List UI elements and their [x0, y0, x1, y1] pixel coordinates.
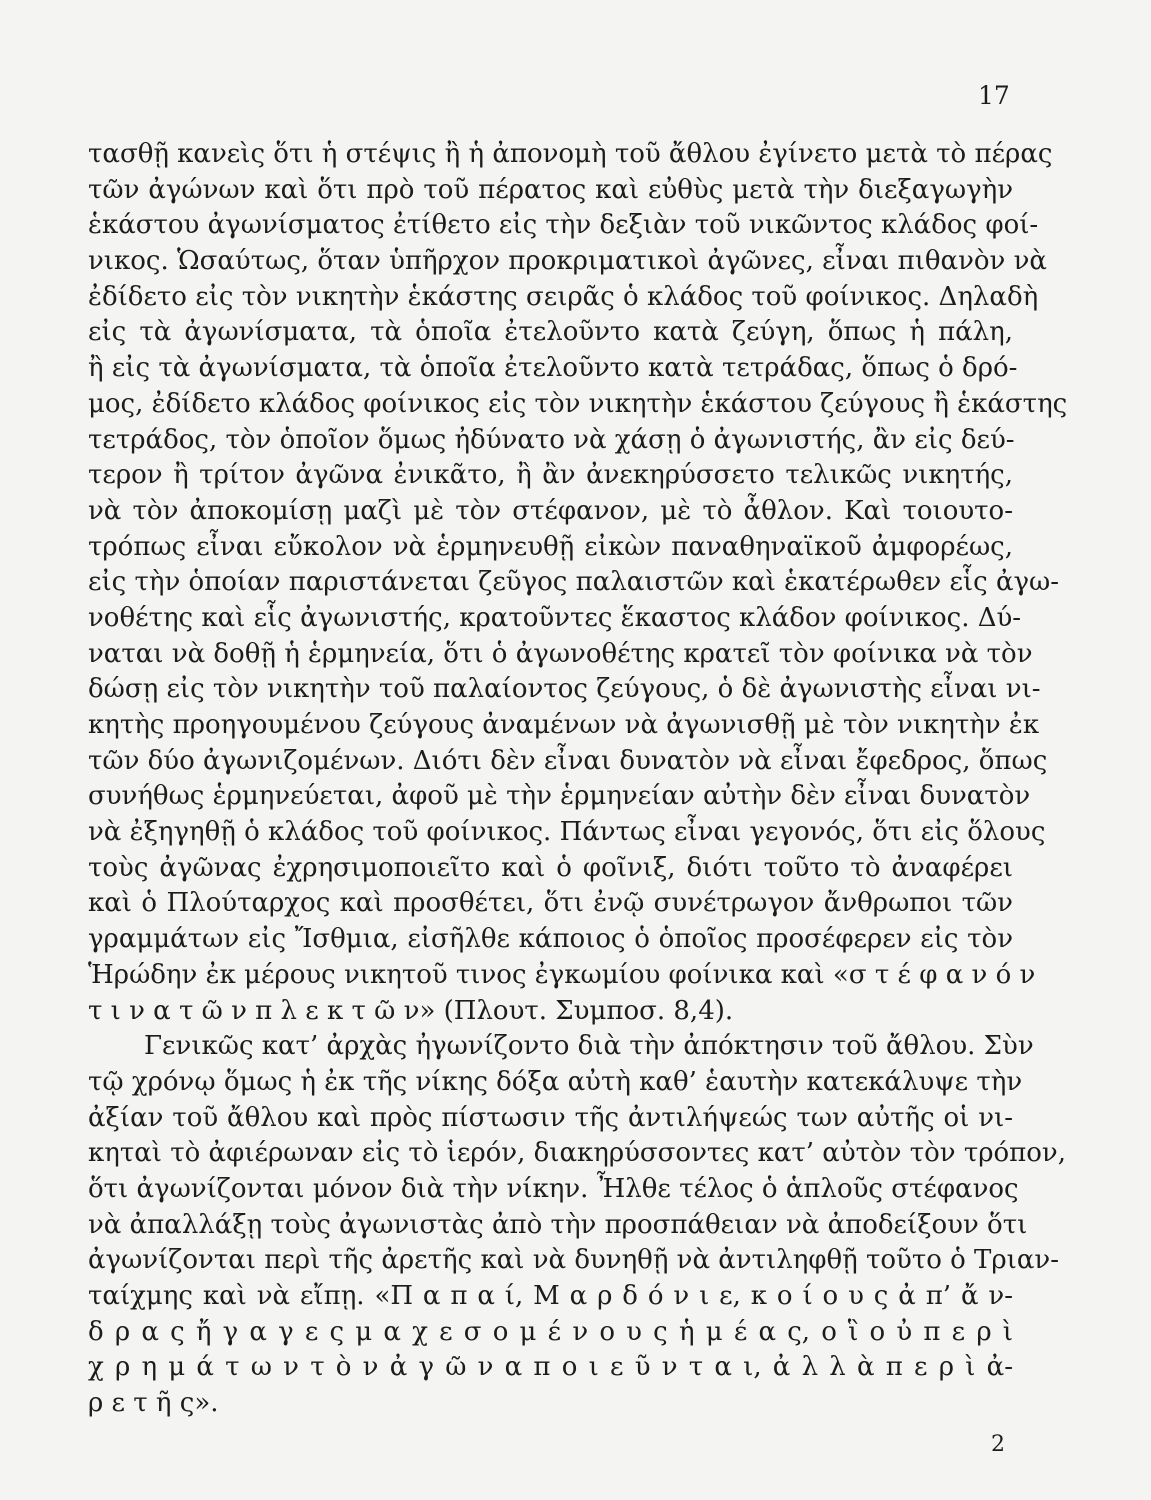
- text-line: ἐδίδετο εἰς τὸν νικητὴν ἑκάστης σειρᾶς ὁ κλάδος τοῦ φοίνικος. Δηλαδὴ: [88, 281, 1039, 312]
- text-line: νὰ ἀπαλλάξῃ τοὺς ἀγωνιστὰς ἀπὸ τὴν προσπάθειαν νὰ ἀποδείξουν ὅτι: [88, 1209, 1028, 1240]
- text-line: εἰς τὰ ἀγωνίσματα, τὰ ὁποῖα ἐτελοῦντο κατὰ ζεύγη, ὅπως ἡ πάλη,: [88, 317, 1013, 348]
- text-line: Ἡρώδην ἐκ μέρους νικητοῦ τινος ἐγκωμίου φοίνικα καὶ «σ τ έ φ α ν ό ν: [88, 959, 1036, 990]
- text-line: καὶ ὁ Πλούταρχος καὶ προσθέτει, ὅτι ἐνῷ συνέτρωγον ἄνθρωποι τῶν: [88, 888, 1013, 919]
- text-line: τερον ἢ τρίτον ἀγῶνα ἐνικᾶτο, ἢ ἂν ἀνεκηρύσσετο τελικῶς νικητής,: [88, 460, 1013, 491]
- text-line: ρ ε τ ῆ ς».: [88, 1388, 219, 1419]
- text-line: ἀξίαν τοῦ ἄθλου καὶ πρὸς πίστωσιν τῆς ἀντιλήψεώς των αὐτῆς οἱ νι-: [88, 1102, 1013, 1133]
- text-line: τῶν δύο ἀγωνιζομένων. Διότι δὲν εἶναι δυνατὸν νὰ εἶναι ἔφεδρος, ὅπως: [88, 745, 1048, 776]
- text-line: κητὴς προηγουμένου ζεύγους ἀναμένων νὰ ἀγωνισθῇ μὲ τὸν νικητὴν ἐκ: [88, 710, 1040, 740]
- text-line: ἀγωνίζονται περὶ τῆς ἀρετῆς καὶ νὰ δυνηθῇ νὰ ἀντιληφθῇ τοῦτο ὁ Τριαν-: [88, 1245, 1060, 1276]
- text-line: ταίχμης καὶ νὰ εἴπῃ. «Π α π α ί, Μ α ρ δ ό ν ι ε, κ ο ί ο υ ς ἀ π’ ἄ ν-: [88, 1281, 1013, 1311]
- text-line: νὰ ἐξηγηθῇ ὁ κλάδος τοῦ φοίνικος. Πάντως εἶναι γεγονός, ὅτι εἰς ὅλους: [88, 817, 1046, 848]
- text-line: εἰς τὴν ὁποίαν παριστάνεται ζεῦγος παλαιστῶν καὶ ἑκατέρωθεν εἷς ἀγω-: [88, 567, 1060, 598]
- text-line: τασθῇ κανεὶς ὅτι ἡ στέψις ἢ ἡ ἀπονομὴ τοῦ ἄθλου ἐγίνετο μετὰ τὸ πέρας: [88, 139, 1053, 169]
- text-line: μος, ἐδίδετο κλάδος φοίνικος εἰς τὸν νικητὴν ἑκάστου ζεύγους ἢ ἑκάστης: [88, 388, 1068, 419]
- text-line: νοθέτης καὶ εἷς ἀγωνιστής, κρατοῦντες ἕκαστος κλάδον φοίνικος. Δύ-: [88, 602, 1022, 633]
- text-line: χ ρ η μ ά τ ω ν τ ὸ ν ἀ γ ῶ ν α π ο ι ε ῦ ν τ α ι, ἀ λ λ ὰ π ε ρ ὶ ἀ-: [88, 1352, 1013, 1383]
- text-line: δ ρ α ς ἤ γ α γ ε ς μ α χ ε σ ο μ έ ν ο υ ς ἡ μ έ α ς, ο ἳ ο ὐ π ε ρ ὶ: [88, 1316, 1013, 1347]
- text-line: κηταὶ τὸ ἀφιέρωναν εἰς τὸ ἱερόν, διακηρύσσοντες κατ’ αὐτὸν τὸν τρόπον,: [88, 1138, 1066, 1169]
- text-line: τοὺς ἀγῶνας ἐχρησιμοποιεῖτο καὶ ὁ φοῖνιξ, διότι τοῦτο τὸ ἀναφέρει: [88, 852, 1013, 883]
- text-line: τῶν ἀγώνων καὶ ὅτι πρὸ τοῦ πέρατος καὶ εὐθὺς μετὰ τὴν διεξαγωγὴν: [88, 174, 1013, 205]
- text-line: ναται νὰ δοθῇ ἡ ἑρμηνεία, ὅτι ὁ ἀγωνοθέτης κρατεῖ τὸν φοίνικα νὰ τὸν: [88, 638, 1033, 669]
- text-line: ἢ εἰς τὰ ἀγωνίσματα, τὰ ὁποῖα ἐτελοῦντο κατὰ τετράδας, ὅπως ὁ δρό-: [88, 353, 1018, 384]
- signature-mark: 2: [991, 1432, 1005, 1457]
- text-line: τ ι ν α τ ῶ ν π λ ε κ τ ῶ ν» (Πλουτ. Συμποσ. 8,4).: [88, 995, 734, 1026]
- text-line: δώσῃ εἰς τὸν νικητὴν τοῦ παλαίοντος ζεύγους, ὁ δὲ ἀγωνιστὴς εἶναι νι-: [88, 674, 1041, 705]
- text-line: ἑκάστου ἀγωνίσματος ἐτίθετο εἰς τὴν δεξιὰν τοῦ νικῶντος κλάδος φοί-: [88, 210, 1039, 241]
- body-text: [88, 137, 1068, 1422]
- paragraph-start-line: Γενικῶς κατ’ ἀρχὰς ἠγωνίζοντο διὰ τὴν ἀπόκτησιν τοῦ ἄθλου. Σὺν: [144, 1031, 1034, 1062]
- text-line: νὰ τὸν ἀποκομίσῃ μαζὶ μὲ τὸν στέφανον, μὲ τὸ ἆθλον. Καὶ τοιουτο-: [88, 495, 1013, 526]
- text-line: ὅτι ἀγωνίζονται μόνον διὰ τὴν νίκην. Ἦλθε τέλος ὁ ἁπλοῦς στέφανος: [88, 1173, 1019, 1204]
- page-number: 17: [978, 81, 1010, 110]
- text-line: νικος. Ὡσαύτως, ὅταν ὑπῆρχον προκριματικοὶ ἀγῶνες, εἶναι πιθανὸν νὰ: [88, 246, 1047, 277]
- text-line: συνήθως ἑρμηνεύεται, ἀφοῦ μὲ τὴν ἑρμηνείαν αὐτὴν δὲν εἶναι δυνατὸν: [88, 781, 1031, 812]
- text-line: τετράδος, τὸν ὁποῖον ὅμως ἠδύνατο νὰ χάσῃ ὁ ἀγωνιστής, ἂν εἰς δεύ-: [88, 424, 1015, 455]
- text-line: τῷ χρόνῳ ὅμως ἡ ἐκ τῆς νίκης δόξα αὐτὴ καθ’ ἑαυτὴν κατεκάλυψε τὴν: [88, 1066, 1023, 1097]
- text-line: γραμμάτων εἰς Ἴσθμια, εἰσῆλθε κάποιος ὁ ὁποῖος προσέφερεν εἰς τὸν: [88, 924, 1013, 955]
- text-line: τρόπως εἶναι εὔκολον νὰ ἑρμηνευθῇ εἰκὼν παναθηναϊκοῦ ἀμφορέως,: [88, 531, 1013, 562]
